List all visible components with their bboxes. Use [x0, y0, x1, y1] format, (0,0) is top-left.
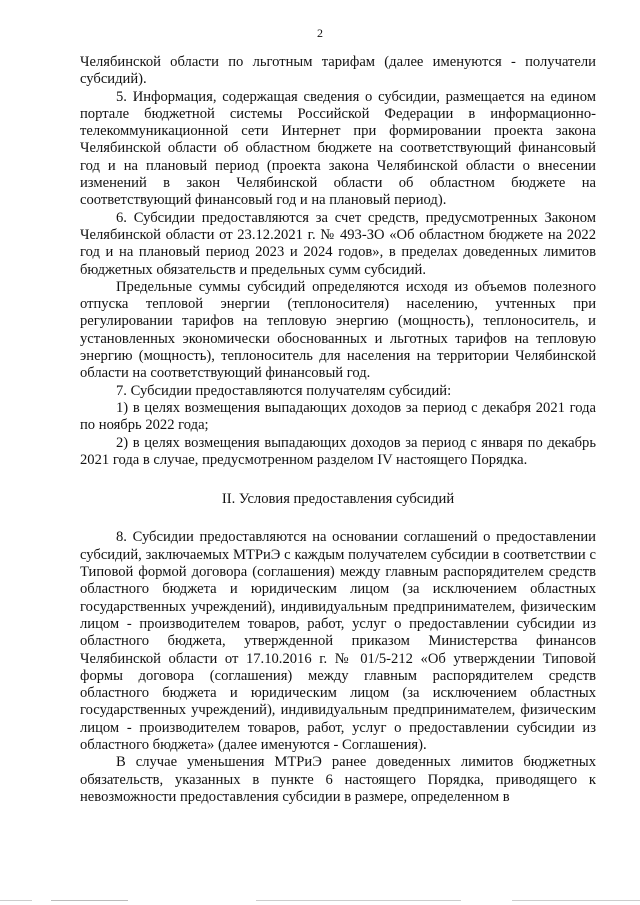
- page-number: 2: [317, 26, 323, 40]
- section-heading: II. Условия предоставления субсидий: [221, 491, 455, 508]
- list-item-purpose-1: 1) в целях возмещения выпадающих доходов за период с декабря 2021 года по ноябрь 2022 года;: [80, 399, 596, 434]
- paragraph-recipients-definition: Челябинской области по льготным тарифам (далее именуются - получатели субсидий).: [80, 54, 596, 88]
- scan-edge-line: [0, 900, 640, 901]
- paragraph-limits-reduction: В случае уменьшения МТРиЭ ранее доведенных лимитов бюджетных обязательств, указанных в пункте 6 настоящего Порядка, приводящего к невозможности предоставления субсидии в размере, определенном в: [80, 754, 596, 805]
- list-item-purpose-2: 2) в целях возмещения выпадающих доходов за период с января по декабрь 2021 года в случае, предусмотренном разделом IV настоящего Порядка.: [80, 434, 596, 468]
- paragraph-7-purposes: 7. Субсидии предоставляются получателям субсидий:: [116, 382, 452, 399]
- paragraph-8-agreements: 8. Субсидии предоставляются на основании соглашений о предоставлении субсидий, заключаемых МТРиЭ с каждым получателем субсидии в соответствии с Типовой формой договора (соглашения) между главным распорядителем средств областного бюджета и юридическим лицом (за исключением областных государственных учреждений), индивидуальным предпринимателем, физическим лицом - производителем товаров, работ, услуг о предоставлении субсидии из областного бюджета, утвержденной приказом Министерства финансов Челябинской области от 17.10.2016 г. № 01/5-212 «Об утверждении Типовой формы договора (соглашения) между главным распорядителем средств областного бюджета и юридическим лицом (за исключением областных государственных учреждений), индивидуальным предпринимателем, физическим лицом - производителем товаров, работ, услуг о предоставлении субсидии из областного бюджета» (далее именуются - Соглашения).: [80, 529, 596, 753]
- paragraph-5-information-placement: 5. Информация, содержащая сведения о субсидии, размещается на едином портале бюджетной системы Российской Федерации в информационно-телекоммуникационной сети Интернет при формировании проекта закона Челябинской области об областном бюджете на соответствующий финансовый год и на плановый период (проекта закона Челябинской области о внесении изменений в закон Челябинской области об областном бюджете на соответствующий финансовый год и на плановый период).: [80, 88, 596, 209]
- document-body: [80, 54, 596, 806]
- paragraph-6-funding-source: 6. Субсидии предоставляются за счет средств, предусмотренных Законом Челябинской области от 23.12.2021 г. № 493-ЗО «Об областном бюджете на 2022 год и на плановый период 2023 и 2024 годов», в пределах доведенных лимитов бюджетных обязательств и предельных сумм субсидий.: [80, 209, 596, 278]
- paragraph-subsidy-limits: Предельные суммы субсидий определяются исходя из объемов полезного отпуска тепловой энергии (теплоносителя) населению, учтенных при регулировании тарифов на тепловую энергию (мощность), теплоноситель, и установленных экономически обоснованных и льготных тарифов на тепловую энергию (мощность), теплоноситель для населения на территории Челябинской области на соответствующий финансовый год.: [80, 278, 596, 382]
